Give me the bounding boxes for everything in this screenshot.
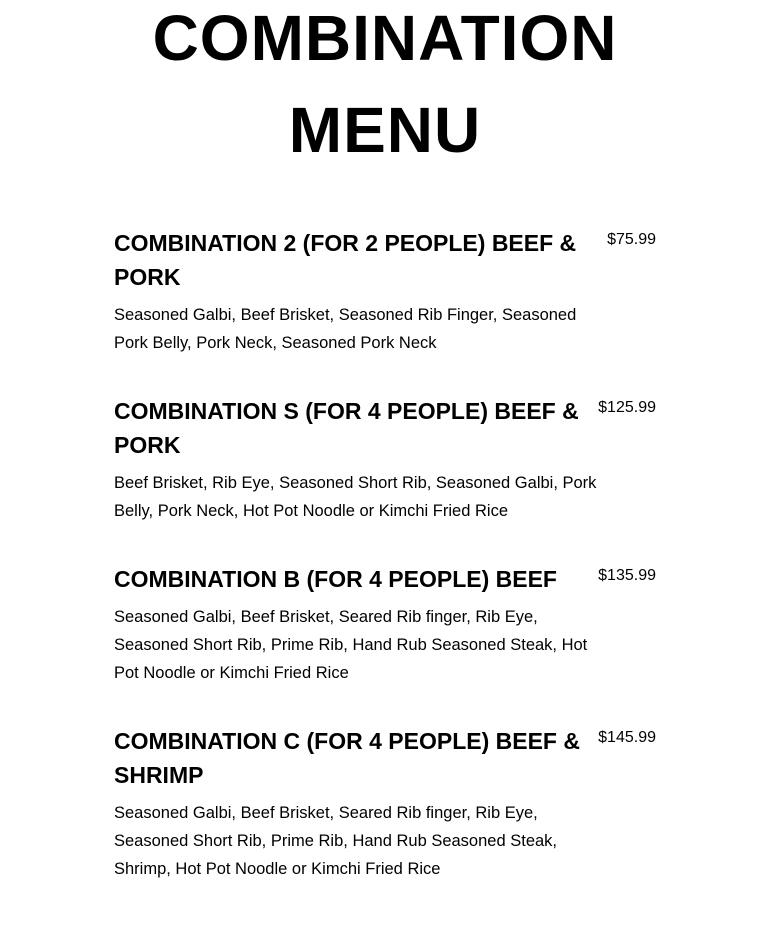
menu-item xyxy=(114,562,656,687)
menu-item-description: Seasoned Galbi, Beef Brisket, Seared Rib finger, Rib Eye, Seasoned Short Rib, Prime Rib, Hand Rub Seasoned Steak, Hot Pot Noodle or Kimchi Fried Rice xyxy=(114,608,588,682)
menu-item-price: $125.99 xyxy=(598,399,656,416)
menu-item-description: Beef Brisket, Rib Eye, Seasoned Short Rib, Seasoned Galbi, Pork Belly, Pork Neck, Hot Pot Noodle or Kimchi Fried Rice xyxy=(114,474,597,520)
page-title xyxy=(0,0,770,176)
menu-item xyxy=(114,394,656,525)
menu-item-name: COMBINATION B (FOR 4 PEOPLE) BEEF xyxy=(114,566,557,592)
menu-item-name: COMBINATION 2 (FOR 2 PEOPLE) BEEF & PORK xyxy=(114,230,577,290)
menu-item-name: COMBINATION S (FOR 4 PEOPLE) BEEF & PORK xyxy=(114,398,579,458)
menu-item-description: Seasoned Galbi, Beef Brisket, Seasoned Rib Finger, Seasoned Pork Belly, Pork Neck, Seasoned Pork Neck xyxy=(114,306,577,352)
menu-item-price: $135.99 xyxy=(598,567,656,584)
menu-item xyxy=(114,724,656,883)
menu-item-header xyxy=(114,394,656,462)
menu-item-header xyxy=(114,226,656,294)
menu-item-header xyxy=(114,562,656,596)
menu-item xyxy=(114,226,656,357)
menu-item-price: $75.99 xyxy=(607,231,656,248)
menu-list xyxy=(114,226,656,920)
page-title-line-2: MENU xyxy=(288,94,482,166)
menu-item-price: $145.99 xyxy=(598,729,656,746)
menu-item-name: COMBINATION C (FOR 4 PEOPLE) BEEF & SHRIMP xyxy=(114,728,580,788)
page-title-line-1: COMBINATION xyxy=(152,2,618,74)
menu-item-description: Seasoned Galbi, Beef Brisket, Seared Rib finger, Rib Eye, Seasoned Short Rib, Prime Rib, Hand Rub Seasoned Steak, Shrimp, Hot Pot Noodle or Kimchi Fried Rice xyxy=(114,804,558,878)
menu-item-header xyxy=(114,724,656,792)
